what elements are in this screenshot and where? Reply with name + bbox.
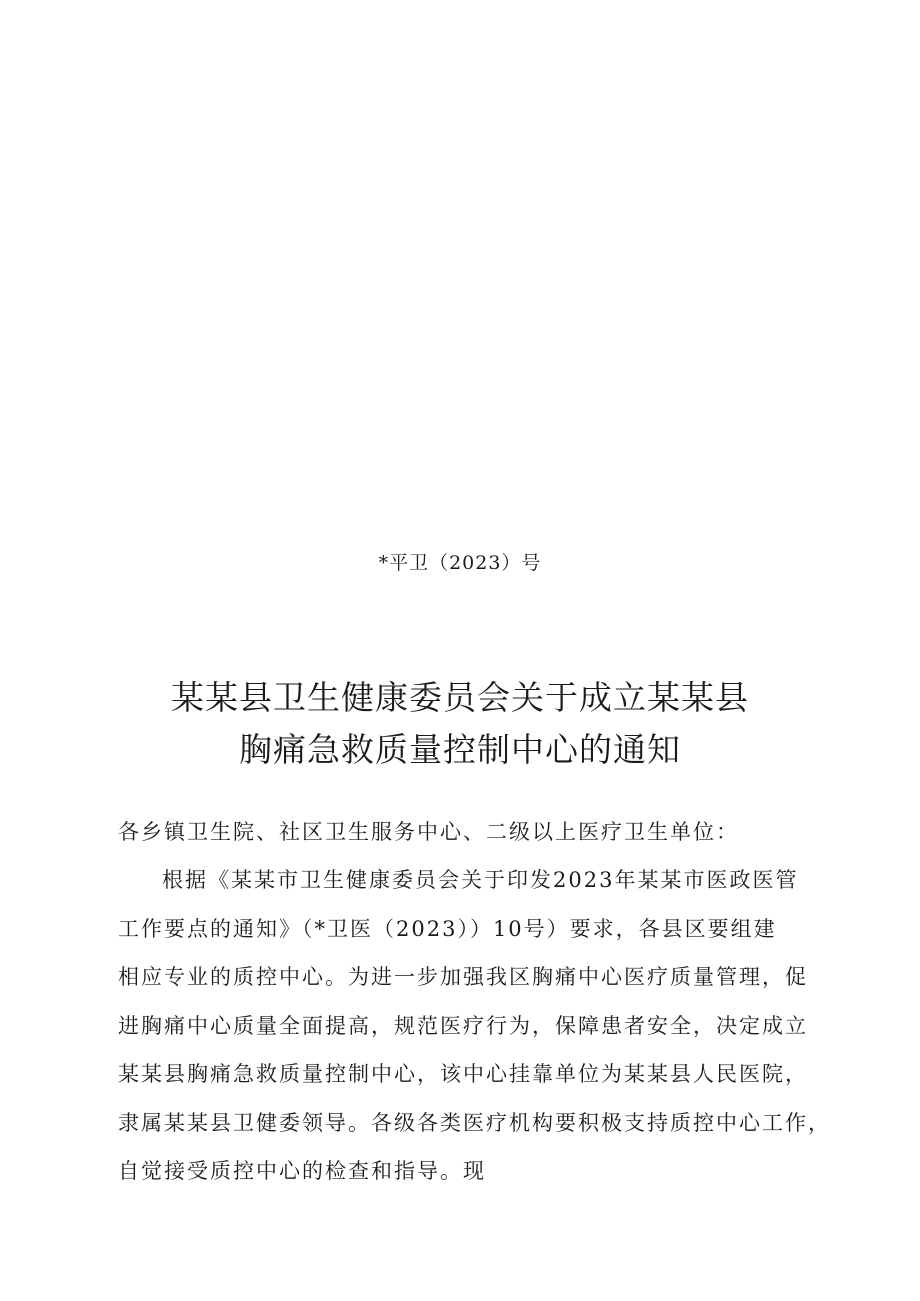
title-line: 胸痛急救质量控制中心的通知: [239, 730, 681, 769]
document-title: [0, 672, 920, 776]
body-line: 隶属某某县卫健委领导。各级各类医疗机构要积极支持质控中心工作，: [118, 1110, 831, 1135]
document-number: *平卫（2023）号: [378, 552, 542, 574]
body-line: 某某县胸痛急救质量控制中心，该中心挂靠单位为某某县人民医院，: [118, 1062, 808, 1086]
body-line: 自觉接受质控中心的检查和指导。现: [118, 1159, 486, 1183]
body-line: 根据《某某市卫生健康委员会关于印发2023年某某市医政医管: [162, 868, 799, 892]
salutation: 各乡镇卫生院、社区卫生服务中心、二级以上医疗卫生单位：: [118, 820, 739, 844]
body-line: 工作要点的通知》（*卫医（2023））10号）要求，各县区要组建: [118, 916, 777, 941]
body-line: 进胸痛中心质量全面提高，规范医疗行为，保障患者安全，决定成立: [118, 1013, 808, 1038]
body-paragraph: [118, 856, 831, 1196]
title-line: 某某县卫生健康委员会关于成立某某县: [171, 678, 749, 717]
body-line: 相应专业的质控中心。为进一步加强我区胸痛中心医疗质量管理，促: [118, 965, 808, 989]
